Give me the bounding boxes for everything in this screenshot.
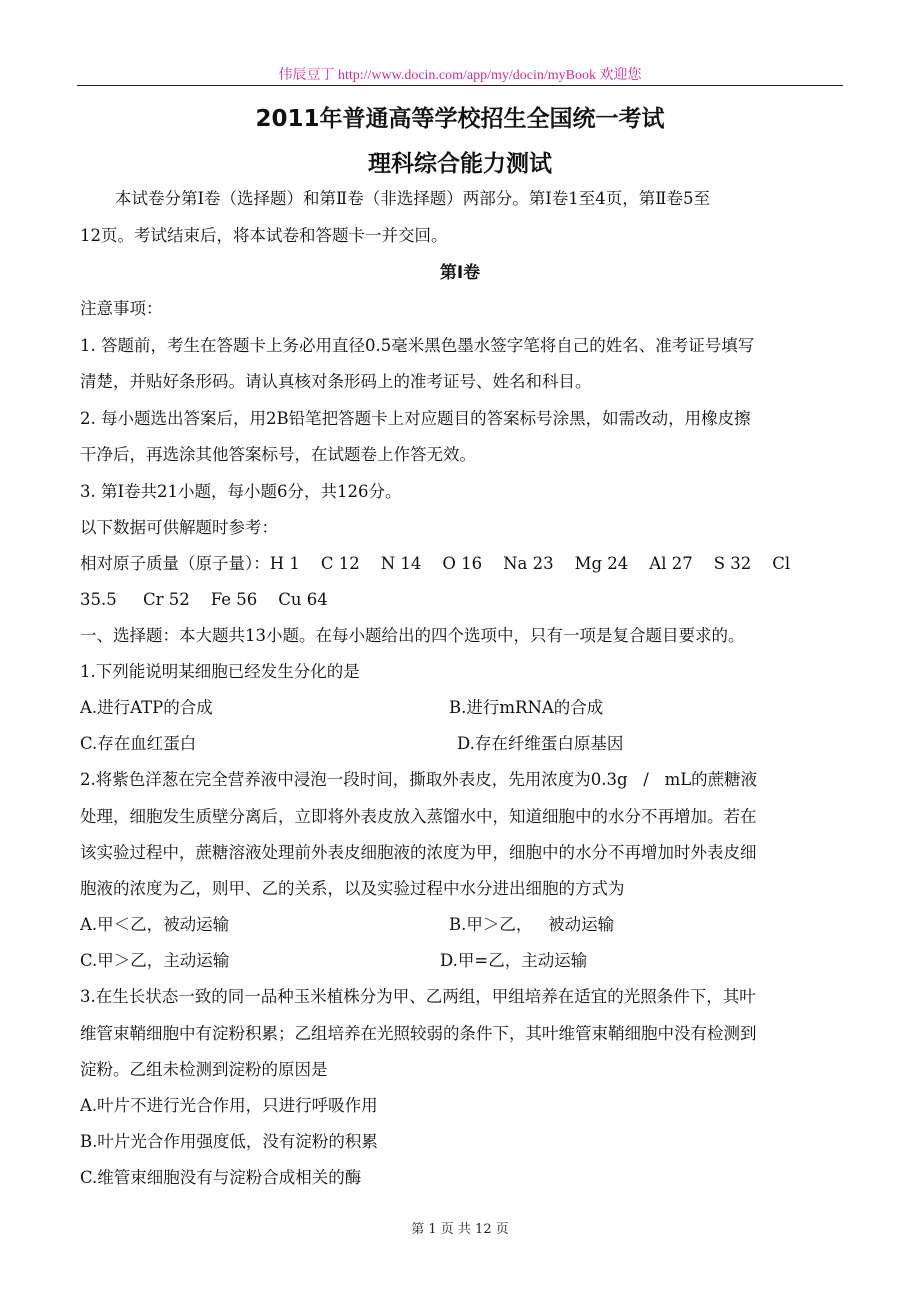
notice-line: 3. 第Ⅰ卷共21小题，每小题6分，共126分。 <box>80 482 402 501</box>
atomic-mass-line: 相对原子质量（原子量）：H 1 C 12 N 14 O 16 Na 23 Mg 24 Al 27 S 32 Cl <box>80 554 791 573</box>
section-heading: 第Ⅰ卷 <box>439 263 481 283</box>
page-header-link[interactable]: 伟辰豆丁 http://www.docin.com/app/my/docin/myBook 欢迎您 <box>278 68 642 83</box>
q2-option-b: B.甲＞乙， 被动运输 <box>449 915 615 934</box>
question-2-stem: 2.将紫色洋葱在完全营养液中浸泡一段时间，撕取外表皮，先用浓度为0.3g / mL的蔗糖液 <box>80 770 758 789</box>
q3-option-b: B.叶片光合作用强度低，没有淀粉的积累 <box>80 1132 378 1151</box>
question-2-stem: 胞液的浓度为乙，则甲、乙的关系，以及实验过程中水分进出细胞的方式为 <box>80 879 625 898</box>
q1-option-a: A.进行ATP的合成 <box>80 698 213 717</box>
intro-line: 本试卷分第Ⅰ卷（选择题）和第Ⅱ卷（非选择题）两部分。第Ⅰ卷1至4页，第Ⅱ卷5至 <box>115 189 710 208</box>
notice-line: 1. 答题前，考生在答题卡上务必用直径0.5毫米黑色墨水签字笔将自己的姓名、准考证号填写 <box>80 336 755 355</box>
notice-line: 清楚，并贴好条形码。请认真核对条形码上的准考证号、姓名和科目。 <box>80 372 592 391</box>
page-number: 第 1 页 共 12 页 <box>411 1222 509 1237</box>
exam-subtitle: 理科综合能力测试 <box>368 151 552 177</box>
q1-option-c: C.存在血红蛋白 <box>80 734 197 753</box>
question-3-stem: 淀粉。乙组未检测到淀粉的原因是 <box>80 1060 328 1079</box>
q2-option-d: D.甲=乙，主动运输 <box>440 951 588 970</box>
atomic-mass-line: 35.5 Cr 52 Fe 56 Cu 64 <box>80 590 328 609</box>
q1-option-b: B.进行mRNA的合成 <box>449 698 604 717</box>
notice-heading: 注意事项： <box>80 299 163 318</box>
question-2-stem: 处理，细胞发生质壁分离后，立即将外表皮放入蒸馏水中，知道细胞中的水分不再增加。若在 <box>80 807 757 826</box>
q3-option-c: C.维管束细胞没有与淀粉合成相关的酶 <box>80 1168 362 1187</box>
notice-line: 干净后，再选涂其他答案标号，在试题卷上作答无效。 <box>80 445 476 464</box>
section-one-heading: 一、选择题：本大题共13小题。在每小题给出的四个选项中，只有一项是复合题目要求的。 <box>80 626 745 645</box>
reference-heading: 以下数据可供解题时参考： <box>80 518 278 537</box>
q3-option-a: A.叶片不进行光合作用，只进行呼吸作用 <box>80 1096 378 1115</box>
exam-title: 2011年普通高等学校招生全国统一考试 <box>255 106 665 132</box>
q2-option-a: A.甲＜乙，被动运输 <box>80 915 230 934</box>
question-1-stem: 1.下列能说明某细胞已经发生分化的是 <box>80 662 360 681</box>
intro-line: 12页。考试结束后，将本试卷和答题卡一并交回。 <box>80 226 448 245</box>
header-divider <box>77 85 843 86</box>
question-3-stem: 3.在生长状态一致的同一品种玉米植株分为甲、乙两组，甲组培养在适宜的光照条件下，其叶 <box>80 987 756 1006</box>
q1-option-d: D.存在纤维蛋白原基因 <box>457 734 624 753</box>
question-2-stem: 该实验过程中，蔗糖溶液处理前外表皮细胞液的浓度为甲，细胞中的水分不再增加时外表皮细 <box>80 843 757 862</box>
q2-option-c: C.甲＞乙，主动运输 <box>80 951 230 970</box>
notice-line: 2. 每小题选出答案后，用2B铅笔把答题卡上对应题目的答案标号涂黑，如需改动，用橡皮擦 <box>80 409 751 428</box>
question-3-stem: 维管束鞘细胞中有淀粉积累；乙组培养在光照较弱的条件下，其叶维管束鞘细胞中没有检测到 <box>80 1024 757 1043</box>
